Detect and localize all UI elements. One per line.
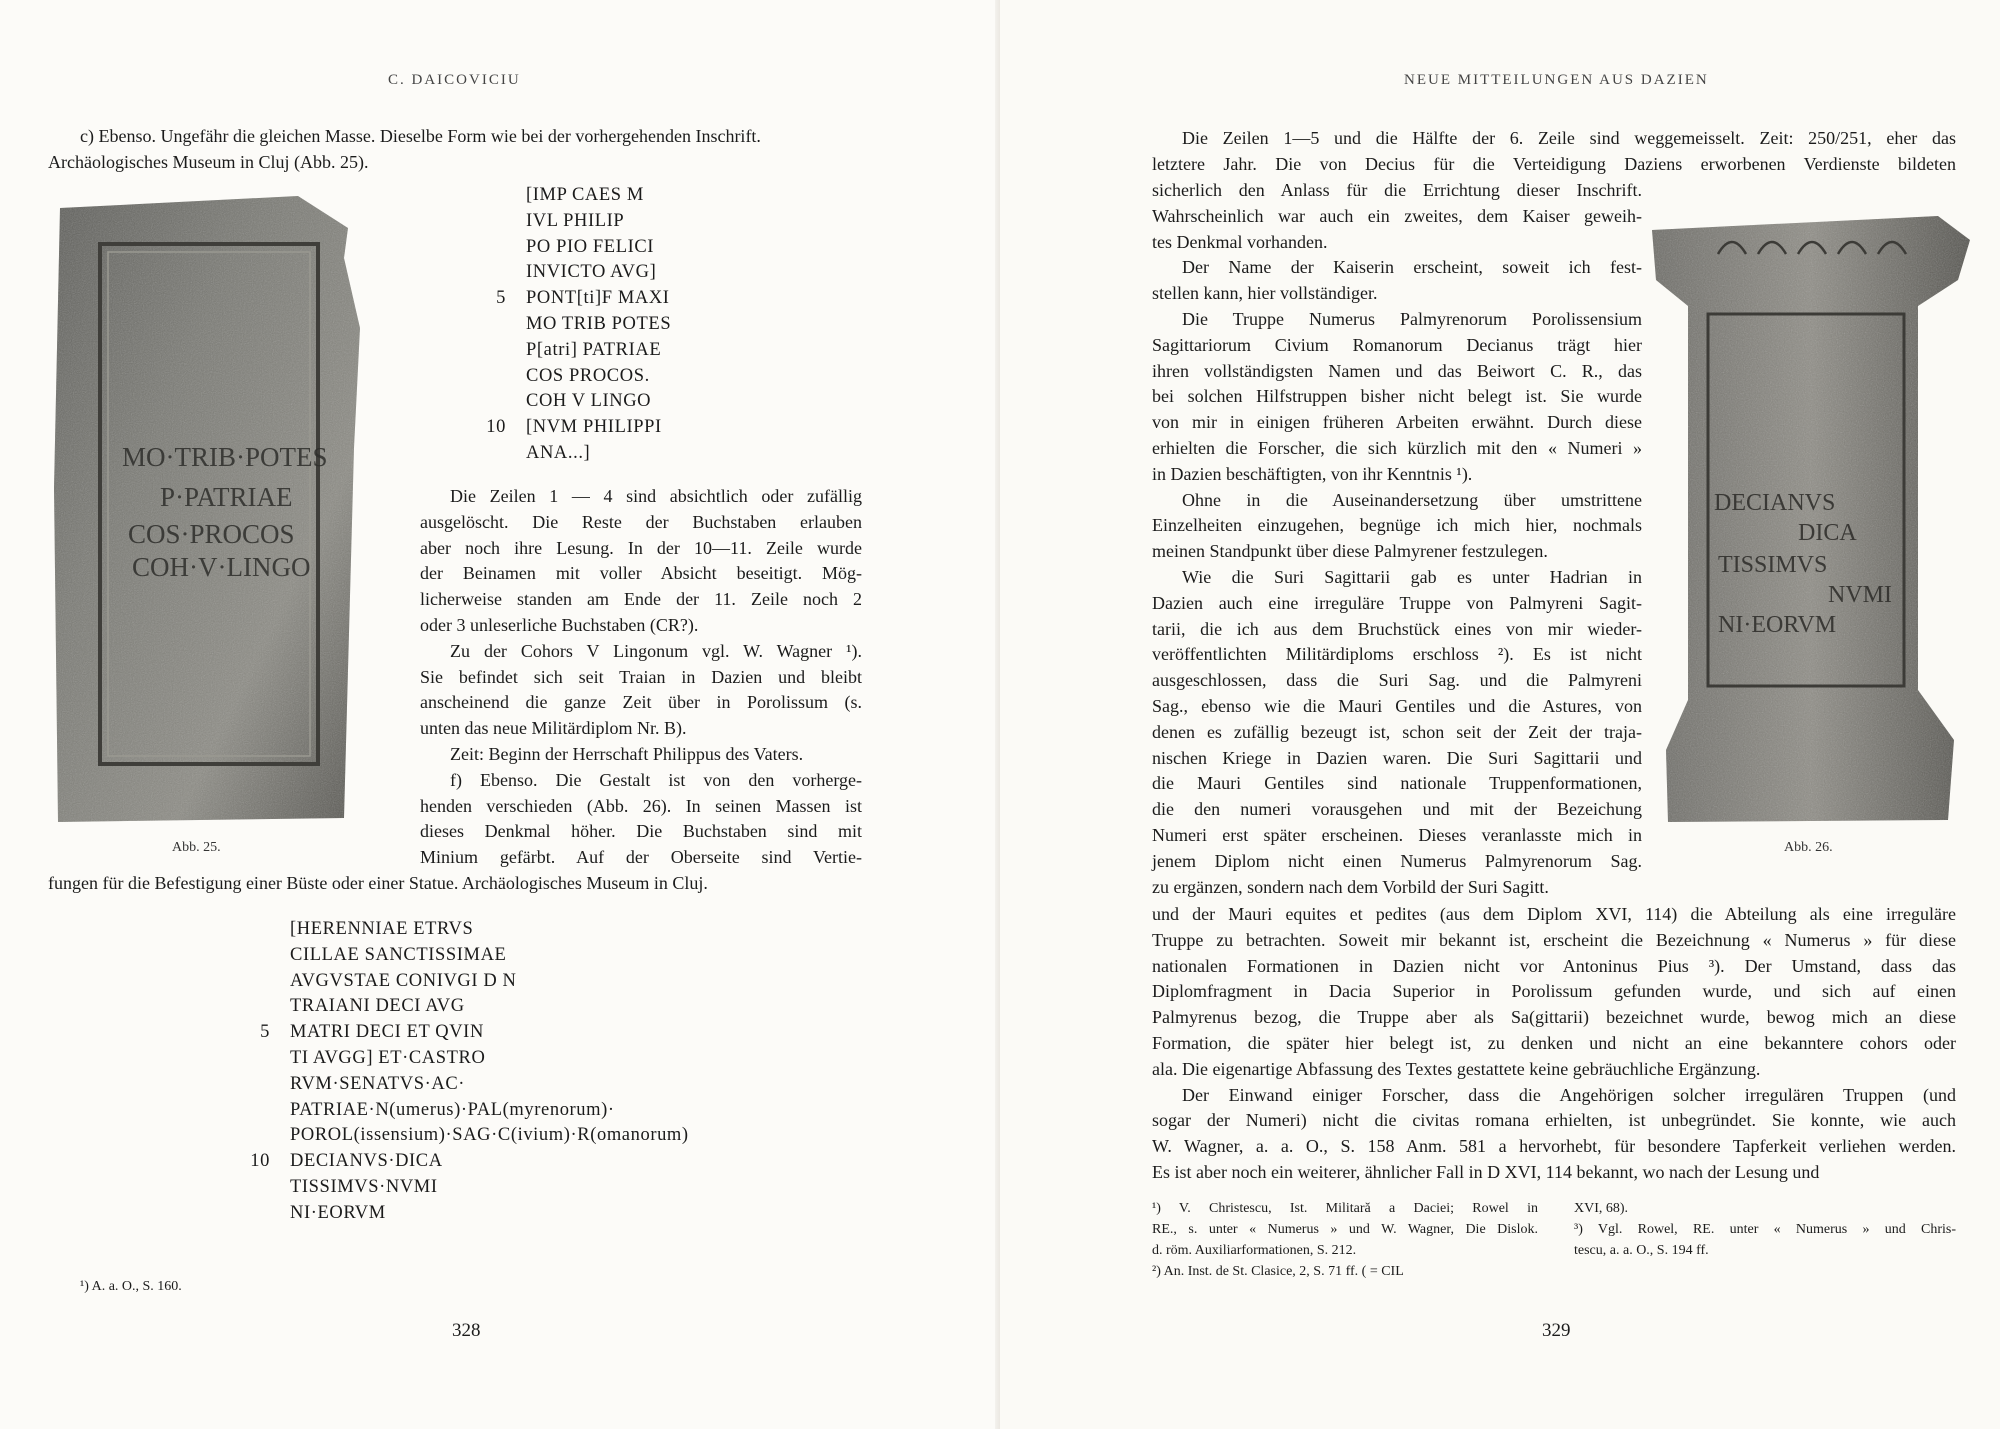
text-line: ala. Die eigenartige Abfassung des Textes gestattete keine gebräuchliche Ergänzung. [1152,1058,1761,1079]
text-line: Wie die Suri Sagittarii gab es unter Hadrian in [1182,566,1642,587]
text-line: dieses Denkmal höher. Die Buchstaben sind mit [420,821,862,842]
line-number [230,969,290,995]
text-line: Der Einwand einiger Forscher, dass die Angehörigen solcher irregulären Truppen (und [1182,1084,1956,1105]
line-number [230,1123,290,1149]
line-number [466,312,526,338]
inscription-text: MATRI DECI ET QVIN [290,1022,484,1043]
text-line: von mir in einigen früheren Arbeiten erwähnt. Durch diese [1152,412,1642,433]
text-line: nationalen Formationen in Dazien nicht vor Antoninus Pius ³). Der Umstand, dass das [1152,955,1956,976]
text-line: ausgelöscht. Die Reste der Buchstaben erlauben [420,511,862,532]
inscription-row [466,286,671,312]
footnotes-left [1152,1198,1538,1282]
line-number: 5 [260,1022,270,1043]
body-text-column [1152,178,1642,900]
inscription-row [230,917,689,943]
inscription-1 [466,183,671,467]
text-line: Die Zeilen 1—5 und die Hälfte der 6. Zeile sind weggemeisselt. Zeit: 250/251, eher das [1182,128,1956,148]
inscription-text: [IMP CAES M [526,185,644,205]
inscription-text: ANA...] [526,442,591,463]
text-line: Diplomfragment in Dacia Superior in Porolissum gefunden wurde, und sich auf einen [1152,981,1956,1002]
text-line: zu ergänzen, sondern nach dem Vorbild der Suri Sagitt. [1152,876,1549,897]
text-line: d. röm. Auxiliarformationen, S. 212. [1152,1243,1357,1258]
text-line: licherweise standen am Ende der 11. Zeile noch 2 [420,589,862,610]
line-number [230,1175,290,1201]
stone-inscription-line: DICA [1798,520,1857,546]
inscription-text: [NVM PHILIPPI [526,417,662,438]
inscription-text: [HERENNIAE ETRVS [290,919,474,939]
text-line: Minium gefärbt. Auf der Oberseite sind Vertie- [420,847,862,868]
footnote: ¹) A. a. O., S. 160. [80,1279,182,1294]
stone-inscription-line: TISSIMVS [1718,552,1828,578]
line-number [466,235,526,261]
inscription-row [230,969,689,995]
line-number [466,338,526,364]
stone-inscription-line: COH·V·LINGO [132,552,311,582]
text-line: Die Zeilen 1 — 4 sind absichtlich oder zufällig [450,486,862,506]
inscription-text: P[atri] PATRIAE [526,339,662,360]
figure-caption: Abb. 26. [1784,840,1833,855]
text-line: die den numeri vorausgehen und mit der Bezeichung [1152,799,1642,820]
text-line: oder 3 unleserliche Buchstaben (CR?). [420,614,699,635]
inscription-row [466,209,671,235]
inscription-row [230,1046,689,1072]
text-line: f) Ebenso. Die Gestalt ist von den vorherge- [450,769,862,790]
inscription-2 [230,917,689,1227]
right-page [1000,0,2000,1429]
inscription-text: RVM·SENATVS·AC· [290,1073,466,1094]
intro-line: Archäologisches Museum in Cluj (Abb. 25). [48,152,369,172]
stone-inscription-line: COS·PROCOS [128,519,295,549]
text-line: Ohne in die Auseinandersetzung über umstrittene [1182,489,1642,510]
text-line: ³) Vgl. Rowel, RE. unter « Numerus » und Chris- [1574,1222,1956,1237]
line-number [230,994,290,1020]
inscription-text: TI AVGG] ET·CASTRO [290,1047,486,1068]
text-line: W. Wagner, a. a. O., S. 158 Anm. 581 a hervorhebt, für besondere Tapferkeit verliehen werden. [1152,1136,1956,1157]
text-line: XVI, 68). [1574,1201,1629,1216]
inscription-row [230,1175,689,1201]
text-line: Dazien auch eine irreguläre Truppe von Palmyreni Sagit- [1152,592,1642,613]
footnotes-right [1574,1198,1956,1261]
text-line: erhielten die Forscher, die sich kürzlich mit den « Numeri » [1152,437,1642,458]
text-line: RE., s. unter « Numerus » und W. Wagner, Die Dislok. [1152,1222,1538,1237]
inscription-text: PATRIAE·N(umerus)·PAL(myrenorum)· [290,1099,615,1120]
text-line: ausgeschlossen, dass die Suri Sag. und die Palmyreni [1152,670,1642,691]
text-line: der Beinamen mit voller Absicht beseitigt. Mög- [420,563,862,584]
text-line: Zu der Cohors V Lingonum vgl. W. Wagner ¹). [450,640,862,661]
stone-inscription-line: NI·EORVM [1718,612,1837,638]
inscription-row [230,994,689,1020]
inscription-text: COH V LINGO [526,391,652,412]
text-line: unten das neue Militärdiplom Nr. B). [420,718,687,739]
line-number: 10 [486,417,506,438]
page-number: 328 [452,1320,481,1341]
inscription-row [230,943,689,969]
text-line: Zeit: Beginn der Herrschaft Philippus des Vaters. [450,743,804,764]
inscription-row [230,1149,689,1175]
line-number [230,943,290,969]
text-line: letztere Jahr. Die von Decius für die Verteidigung Daziens erworbenen Verdienste bildeten [1152,153,1956,174]
text-line: Die Truppe Numerus Palmyrenorum Porolissensium [1182,308,1642,329]
text-line: ²) An. Inst. de St. Clasice, 2, S. 71 ff. ( = CIL [1152,1264,1404,1279]
inscription-text: NI·EORVM [290,1202,386,1223]
figure-caption: Abb. 25. [172,840,221,855]
text-line: sogar der Numeri) nicht die civitas romana erhielten, ist unbegründet. Sie konnte, wie auch [1152,1110,1956,1131]
line-number [230,1046,290,1072]
inscription-text: COS PROCOS. [526,365,650,386]
inscription-text: PO PIO FELICI [526,236,655,257]
inscription-text: INVICTO AVG] [526,262,657,283]
line-number: 10 [250,1151,270,1172]
inscription-row [230,1072,689,1098]
text-line: stellen kann, hier vollständiger. [1152,283,1378,304]
intro-line: c) Ebenso. Ungefähr die gleichen Masse. Dieselbe Form wie bei der vorhergehenden Inschrift. [80,126,761,146]
inscription-text: TRAIANI DECI AVG [290,996,465,1017]
text-line: anscheinend die ganze Zeit über in Porolissum (s. [420,692,862,713]
text-line: Sag., ebenso wie die Mauri Gentiles und die Astures, von [1152,695,1642,716]
inscription-row [466,183,671,209]
text-line: Truppe zu betrachten. Soweit mir bekannt ist, erscheint die Bezeichnung « Numerus » für diese [1152,929,1956,950]
text-line: aber noch ihre Lesung. In der 10—11. Zeile wurde [420,537,862,558]
text-line: tarii, die ich aus dem Bruchstück eines von mir wieder- [1152,618,1642,639]
line-number [466,389,526,415]
text-line: meinen Standpunkt über diese Palmyrener festzulegen. [1152,541,1548,562]
inscription-text: MO TRIB POTES [526,313,672,334]
body-text-wide [1152,902,1956,1186]
inscription-row [230,1098,689,1124]
body-text-wide: fungen für die Befestigung einer Büste oder einer Statue. Archäologisches Museum in Cluj. [48,873,708,893]
inscription-text: POROL(issensium)·SAG·C(ivium)·R(omanorum) [290,1125,689,1146]
line-number [466,183,526,209]
line-number [466,364,526,390]
stone-inscription-line: P·PATRIAE [160,482,293,512]
inscription-text: PONT[ti]F MAXI [526,288,670,309]
text-line: Numeri erst später erscheinen. Dieses veranlasste mich in [1152,824,1642,845]
inscription-text: CILLAE SANCTISSIMAE [290,944,507,965]
inscription-row [466,415,671,441]
text-line: in Dazien beschäftigten, von ihr Kenntnis ¹). [1152,463,1473,484]
line-number: 5 [496,288,506,309]
line-number [230,1201,290,1227]
inscription-text: DECIANVS·DICA [290,1151,443,1172]
text-line: Einzelheiten einzugehen, begnüge ich mich hier, nochmals [1152,515,1642,536]
inscription-row [466,364,671,390]
text-line: jenem Diplom nicht einen Numerus Palmyrenorum Sag. [1152,850,1642,871]
running-head: NEUE MITTEILUNGEN AUS DAZIEN [1404,72,1709,88]
text-line: veröffentlichten Militärdiploms erschloss ²). Es ist nicht [1152,644,1642,665]
inscription-row [230,1201,689,1227]
inscription-row [466,338,671,364]
stone-inscription-line: NVMI [1828,582,1892,608]
text-line: henden verschieden (Abb. 26). In seinen Massen ist [420,795,862,816]
running-head: C. DAICOVICIU [388,72,521,88]
text-line: tescu, a. a. O., S. 194 ff. [1574,1243,1709,1258]
inscription-text: IVL PHILIP [526,210,625,231]
text-line: denen es zufällig bezeugt ist, schon seit der Zeit der traja- [1152,721,1642,742]
text-line: Sagittariorum Civium Romanorum Decianus trägt hier [1152,334,1642,355]
text-line: Formation, die später hier belegt ist, zu denken und nicht an eine bekanntere cohors oder [1152,1032,1956,1053]
text-line: tes Denkmal vorhanden. [1152,231,1328,252]
inscription-text: AVGVSTAE CONIVGI D N [290,970,517,991]
inscription-row [466,441,671,467]
inscription-row [466,260,671,286]
inscription-row [466,235,671,261]
text-line: Wahrscheinlich war auch ein zweites, dem Kaiser geweih- [1152,205,1642,226]
line-number [466,260,526,286]
body-text-top [1152,126,1956,178]
text-line: Es ist aber noch ein weiterer, ähnlicher Fall in D XVI, 114 bekannt, wo nach der Lesung und [1152,1161,1820,1182]
stone-inscription-line: DECIANVS [1714,490,1836,516]
line-number [466,441,526,467]
text-line: Sie befindet sich seit Traian in Dazien und bleibt [420,666,862,687]
inscription-row [230,1020,689,1046]
text-line: bei solchen Hilfstruppen bisher nicht belegt ist. Sie wurde [1152,386,1642,407]
body-text-column [420,484,862,871]
inscription-row [466,389,671,415]
figure-abb-26-image [1648,210,1974,828]
text-line: nischen Kriege in Dazien waren. Die Suri Sagittarii und [1152,747,1642,768]
inscription-row [230,1123,689,1149]
text-line: Der Name der Kaiserin erscheint, soweit ich fest- [1182,257,1642,278]
text-line: sicherlich den Anlass für die Errichtung dieser Inschrift. [1152,180,1642,200]
line-number [466,209,526,235]
inscription-text: TISSIMVS·NVMI [290,1176,438,1197]
text-line: ¹) V. Christescu, Ist. Militară a Daciei; Rowel in [1152,1201,1538,1216]
text-line: die Mauri Gentiles sind nationale Truppenformationen, [1152,773,1642,794]
text-line: und der Mauri equites et pedites (aus dem Diplom XVI, 114) die Abteilung als eine irreguläre [1152,904,1956,924]
line-number [230,917,290,943]
figure-abb-25-image [48,188,370,826]
inscription-row [466,312,671,338]
stone-inscription-line: MO·TRIB·POTES [122,442,328,472]
text-line: Palmyrenus bezog, die Truppe aber als Sa(gittarii) bezeichnet wurde, bewog mich an diese [1152,1007,1956,1028]
line-number [230,1098,290,1124]
page-number: 329 [1542,1320,1571,1341]
text-line: ihren vollständigsten Namen und das Beiwort C. R., das [1152,360,1642,381]
line-number [230,1072,290,1098]
